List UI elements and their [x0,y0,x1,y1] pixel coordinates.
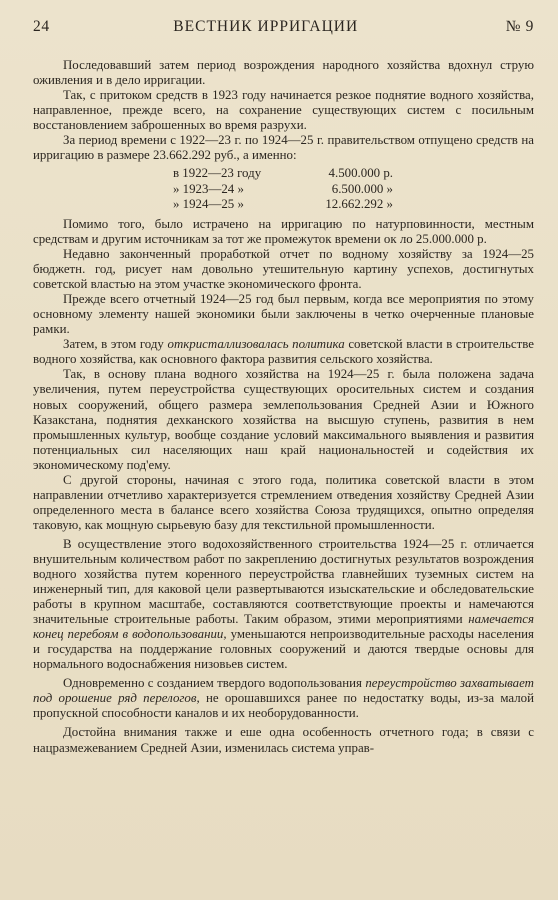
emphasis-text: переустройство захватывает под орошение ряд перелогов, [33,676,534,706]
paragraph: Последовавший затем период возрождения народного хозяйства вдохнул струю оживления и в дело ирригации. [33,58,534,88]
emphasis-text: откристаллизовалась политика [167,337,345,352]
article-body [33,58,534,756]
text-run: Одновременно с созданием твердого водопользования [63,676,366,691]
text-run: Затем, в этом году [63,337,168,352]
journal-title: ВЕСТНИК ИРРИГАЦИИ [173,18,359,35]
funding-row [33,182,534,197]
paragraph [33,337,534,367]
paragraph [33,676,534,721]
text-run: В осуществление этого водохозяйственного строительства 1924—25 г. отличается внушительным количеством работ по закреплению достигнутых результатов возрождения водного хозяйства путем коренного переустройства главнейших туземных систем на инженерный тип, для каковой цели развертываются изыскательские и обследовательские работы в крупном масштабе, составляются соответствующие проекты и намечаются значительные строительные работы. Таким образом, этими мероприятиями [33,536,534,627]
paragraph: Так, в основу плана водного хозяйства на 1924—25 г. была положена задача увеличения, путем переустройства существующих оросительных систем и создания новых сооружений, общего размера землепользования Средней Азии и Южного Казакстана, поднятия дехканского хозяйства на высшую ступень, развития в нем промышленных культур, вообще создание условий максимального выявления и развития потенциальных сил населяющих наш край национальностей и содействия их экономическому под'ему. [33,367,534,472]
paragraph: Помимо того, было истрачено на ирригацию по натурповинности, местным средствам и другим источникам за тот же промежуток времени ок ло 25.000.000 р. [33,216,534,246]
paragraph: Недавно законченный проработкой отчет по водному хозяйству за 1924—25 бюджетн. год, рисует нам довольно утешительную картину успехов, достигнутых советской властью на этом участке экономического фронта. [33,247,534,292]
funding-table [33,166,534,212]
text-run: уменьшаются непроизводительные расходы населения и государства на поддержание головных сооружений и даются твердые основы для нормального водоснабжения низовьев систем. [33,627,534,672]
text-run: советской власти в строительстве водного хозяйства, как основного фактора развития сельского хозяйства. [33,337,534,367]
running-head [33,18,534,36]
funding-amount: 6.500.000 » [331,181,393,196]
paragraph [33,537,534,672]
funding-row [33,197,534,212]
emphasis-text: намечается конец перебоям в водопользовании, [33,612,534,642]
paragraph: Прежде всего отчетный 1924—25 год был первым, когда все мероприятия по этому основному элементу нашей экономики были заключены в четко очерченные плановые рамки. [33,292,534,337]
text-run: не орошавшихся ранее по недостатку воды, из-за малой пропускной способности каналов и их необорудованности. [33,691,535,721]
funding-period: » 1923—24 » [173,181,244,196]
funding-row [33,166,534,181]
funding-amount: 12.662.292 » [325,196,393,211]
issue-number: № 9 [505,18,534,35]
funding-period: в 1922—23 году [173,166,262,181]
funding-period: » 1924—25 » [173,196,244,211]
paragraph: Так, с притоком средств в 1923 году начинается резкое поднятие водного хозяйства, направленное, прежде всего, на сохранение существующих систем с посильным восстановлением заброшенных во время разрухи. [33,88,534,133]
paragraph: За период времени с 1922—23 г. по 1924—25 г. правительством отпущено средств на ирригацию в размере 23.662.292 руб., а именно: [33,133,534,163]
page-number: 24 [33,18,50,35]
funding-amount: 4.500.000 р. [328,166,393,181]
paragraph: Достойна внимания также и еше одна особенность отчетного года; в связи с нацразмежеванием Средней Азии, изменилась система управ- [33,725,534,755]
paragraph: С другой стороны, начиная с этого года, политика советской власти в этом направлении отчетливо характеризуется стремлением отведения хозяйству Средней Азии определенного места в балансе всего хозяйства Союза трудящихся, опытно определяя таковую, как мощную сырьевую базу для текстильной промышленности. [33,472,534,532]
